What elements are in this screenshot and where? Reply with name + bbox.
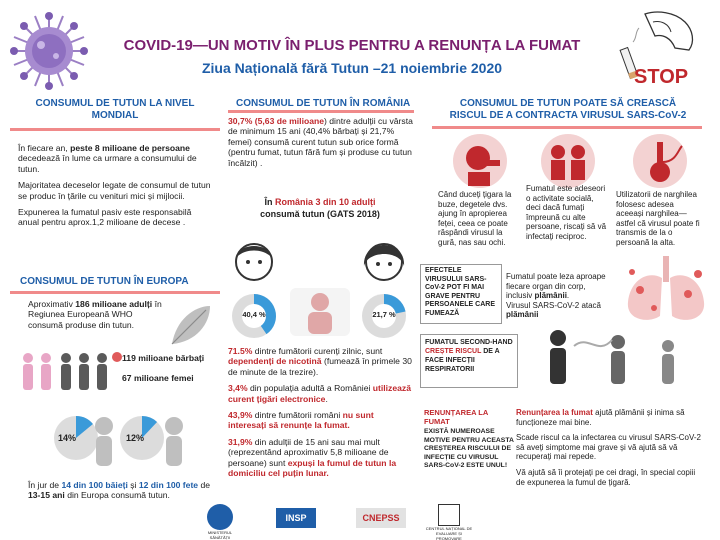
logo-insp: INSP	[276, 508, 316, 528]
divider	[10, 128, 220, 131]
romania-heading: CONSUMUL DE TUTUN ÎN ROMÂNIA	[236, 98, 411, 109]
face-touch-icon	[448, 132, 512, 190]
lungs-icon	[618, 250, 714, 330]
romania-stats: 71.5% dintre fumătorii curenți zilnic, sunt dependenți de nicotină (fumează în primele 30 de minute de la trezire). 3,4% din populația adultă a României utilizează curent țigări electronice. 43,9% dintre fumătorii români nu sunt interesați să renunțe la fumat. 31,9% din adulții de 15 ani sau mai mult (reprezentând aproximativ 5,8 milioane de persoane) sunt expuși la fumul de tutun la domiciliu cel puțin lunar.	[228, 346, 412, 479]
europe-youth-text: În jur de 14 din 100 băieți și 12 din 100 fete de 13-15 ani din Europa consumă tutun.	[28, 480, 211, 501]
secondhand-smoke-icon	[528, 326, 704, 388]
romania-intro: 30,7% (5,63 de milioane) dintre adulții cu vârsta de minimum 15 ani (40,4% bărbați și 21,7% femei) consumă curent tutun sub orice formă (pentru fumat, tutun fără fum și produse cu tutun încălzit) .	[228, 116, 413, 168]
tobacco-leaf-icon	[166, 300, 216, 350]
logo-ministry: MINISTERUL SĂNĂTĂȚII	[200, 504, 240, 540]
divider	[10, 291, 220, 294]
risk-col1: Când duceți țigara la buze, degetele dvs. ajung în apropierea feței, ceea ce poate răspândi virusul la gură, nas sau ochi.	[438, 190, 512, 247]
gender-pies	[224, 232, 416, 342]
risk-col3: Utilizatorii de narghilea folosesc adesea aceeași narghilea—astfel că virusul poate fi transmis de la o persoană la alta.	[616, 190, 700, 247]
logo-cnepss: CNEPSS	[356, 508, 406, 528]
hookah-icon	[628, 132, 692, 190]
divider	[228, 110, 414, 113]
effects-box-text: EFECTELE VIRUSULUI SARS-CoV-2 POT FI MAI GRAVE PENTRU PERSOANELE CARE FUMEAZĂ	[425, 267, 496, 317]
risk-col2: Fumatul este adeseori o activitate socială, deci dacă fumați împreună cu alte persoane, riscați să vă infectați reciproc.	[526, 184, 607, 241]
effects-box	[420, 264, 502, 324]
stop-sign: STOP	[634, 66, 689, 88]
europe-intro: Aproximativ 186 milioane adulți în Regiunea Europeană WHO consumă produse din tutun.	[28, 299, 162, 330]
quit-text: Renunțarea la fumat ajută plămânii și inima să funcționeze mai bine. Scade riscul ca la infectarea cu virusul SARS-CoV-2 să aveți simptome mai grave și vă ajută să vă recuperați mai repede. Vă ajută să îi protejați pe cei dragi, în special copiii de expunerea la fumul de țigară.	[516, 408, 701, 487]
page-title: COVID-19—UN MOTIV ÎN PLUS PENTRU A RENUNȚA LA FUMAT	[123, 37, 581, 54]
people-group-icon	[16, 350, 116, 394]
world-text: În fiecare an, peste 8 milioane de persoane decedează în lume ca urmare a consumului de tutun. Majoritatea deceselor legate de consumul de tutun se produc în țările cu venituri mici și mijlocii. Expunerea la fumatul pasiv este responsabilă anual pentru aprox.1,2 milioane de decese .	[18, 143, 211, 228]
men-pct: 40,4 %	[242, 310, 266, 319]
boys-pct: 14%	[58, 433, 77, 443]
effects-text: Fumatul poate leza aproape fiecare organ din corp, inclusiv plămânii. Virusul SARS-CoV-2 atacă plămânii	[506, 272, 606, 320]
quit-box-text: EXISTĂ NUMEROASE MOTIVE PENTRU ACEASTA CREȘTEREA RISCULUI DE INFECȚIE CU VIRUSUL SARS-CoV-2 ESTE UNUL!	[424, 428, 514, 470]
romania-callout: În România 3 din 10 adulți consumă tutun (GATS 2018)	[260, 197, 380, 219]
quit-heading: RENUNȚAREA LA FUMAT	[424, 408, 489, 426]
logo-center: CENTRUL NAȚIONAL DE EVALUARE ȘI PROMOVARE	[424, 504, 474, 540]
page-subtitle: Ziua Națională fără Tutun –21 noiembrie 2020	[201, 60, 503, 76]
girls-pct: 12%	[126, 433, 145, 443]
social-smoking-icon	[536, 132, 600, 190]
divider	[432, 126, 702, 129]
risk-heading: CONSUMUL DE TUTUN POATE SĂ CREASCĂ RISCUL DE A CONTRACTA VIRUSUL SARS-CoV-2	[449, 98, 687, 121]
europe-heading: CONSUMUL DE TUTUN ÎN EUROPA	[20, 276, 189, 287]
world-heading: CONSUMUL DE TUTUN LA NIVEL MONDIAL	[35, 98, 195, 121]
secondhand-box-text: FUMATUL SECOND-HAND CREȘTE RISCUL DE A FACE INFECȚII RESPIRATORII	[425, 339, 513, 373]
europe-men: 119 milioane bărbați	[122, 353, 205, 363]
secondhand-box	[420, 334, 518, 388]
europe-women: 67 milioane femei	[122, 373, 194, 383]
women-pct: 21,7 %	[372, 310, 396, 319]
virus-icon	[8, 10, 90, 92]
men-marker	[112, 352, 122, 362]
